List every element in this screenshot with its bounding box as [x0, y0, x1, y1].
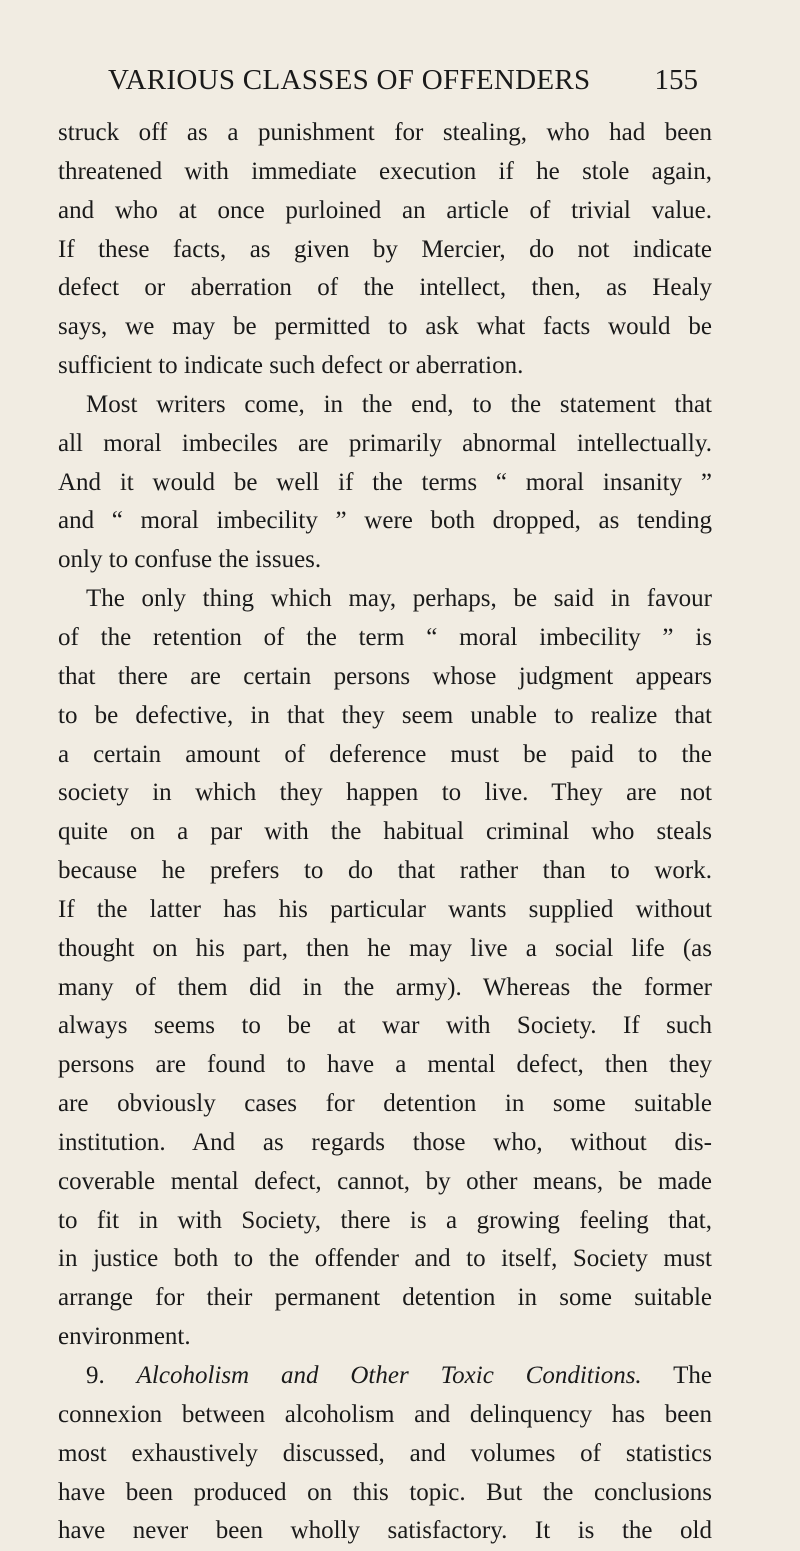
text-line: sufficient to indicate such defect or aberration. [58, 352, 524, 380]
page-number: 155 [654, 64, 698, 96]
text-line: that there are certain persons whose judgment appears [58, 662, 712, 690]
text-line: arrange for their permanent detention in some suitable [58, 1284, 712, 1312]
text-line: have been produced on this topic. But the conclusions [58, 1478, 712, 1506]
text-line: If the latter has his particular wants supplied without [58, 895, 712, 923]
text-line: are obviously cases for detention in some suitable [58, 1090, 712, 1118]
text-line: institution. And as regards those who, without dis- [58, 1128, 712, 1156]
text-line: all moral imbeciles are primarily abnormal intellectually. [58, 429, 712, 457]
text-line: a certain amount of deference must be paid to the [58, 740, 712, 768]
section-first-line-rest: The [673, 1362, 712, 1389]
text-line: environment. [58, 1323, 191, 1351]
text-line: have never been wholly satisfactory. It is the old [58, 1517, 712, 1545]
text-line: to fit in with Society, there is a growing feeling that, [58, 1206, 712, 1234]
body-text [58, 114, 712, 1551]
text-line: because he prefers to do that rather than to work. [58, 857, 712, 885]
text-line: And it would be well if the terms “ moral insanity ” [58, 468, 712, 496]
text-line: defect or aberration of the intellect, then, as Healy [58, 274, 712, 302]
text-line: struck off as a punishment for stealing, who had been [58, 119, 712, 146]
text-line: many of them did in the army). Whereas the former [58, 973, 712, 1001]
text-line: most exhaustively discussed, and volumes of statistics [58, 1439, 712, 1467]
section-heading: Alcoholism and Other Toxic Conditions. [136, 1362, 642, 1389]
text-line: Most writers come, in the end, to the statement that [86, 390, 712, 418]
text-line: coverable mental defect, cannot, by other means, be made [58, 1167, 712, 1195]
text-line: The only thing which may, perhaps, be said in favour [86, 585, 712, 613]
text-line: to be defective, in that they seem unable to realize that [58, 701, 712, 729]
text-line: If these facts, as given by Mercier, do not indicate [58, 235, 712, 263]
text-line: quite on a par with the habitual criminal who steals [58, 818, 712, 846]
section-number: 9. [86, 1362, 105, 1389]
text-line: says, we may be permitted to ask what facts would be [58, 313, 712, 341]
text-line: of the retention of the term “ moral imbecility ” is [58, 623, 712, 651]
text-line: in justice both to the offender and to itself, Society must [58, 1245, 712, 1273]
text-line: thought on his part, then he may live a social life (as [58, 934, 712, 962]
text-line: always seems to be at war with Society. If such [58, 1012, 712, 1040]
section-heading-line [58, 1357, 712, 1396]
text-line: connexion between alcoholism and delinquency has been [58, 1400, 712, 1428]
text-line: and “ moral imbecility ” were both dropped, as tending [58, 507, 712, 535]
running-head-title: VARIOUS CLASSES OF OFFENDERS [108, 64, 591, 96]
text-line: and who at once purloined an article of trivial value. [58, 196, 712, 224]
text-line: society in which they happen to live. They are not [58, 779, 712, 807]
text-line: only to confuse the issues. [58, 546, 322, 574]
running-head [108, 60, 698, 100]
text-line: persons are found to have a mental defect, then they [58, 1051, 712, 1079]
text-line: threatened with immediate execution if he stole again, [58, 157, 712, 185]
